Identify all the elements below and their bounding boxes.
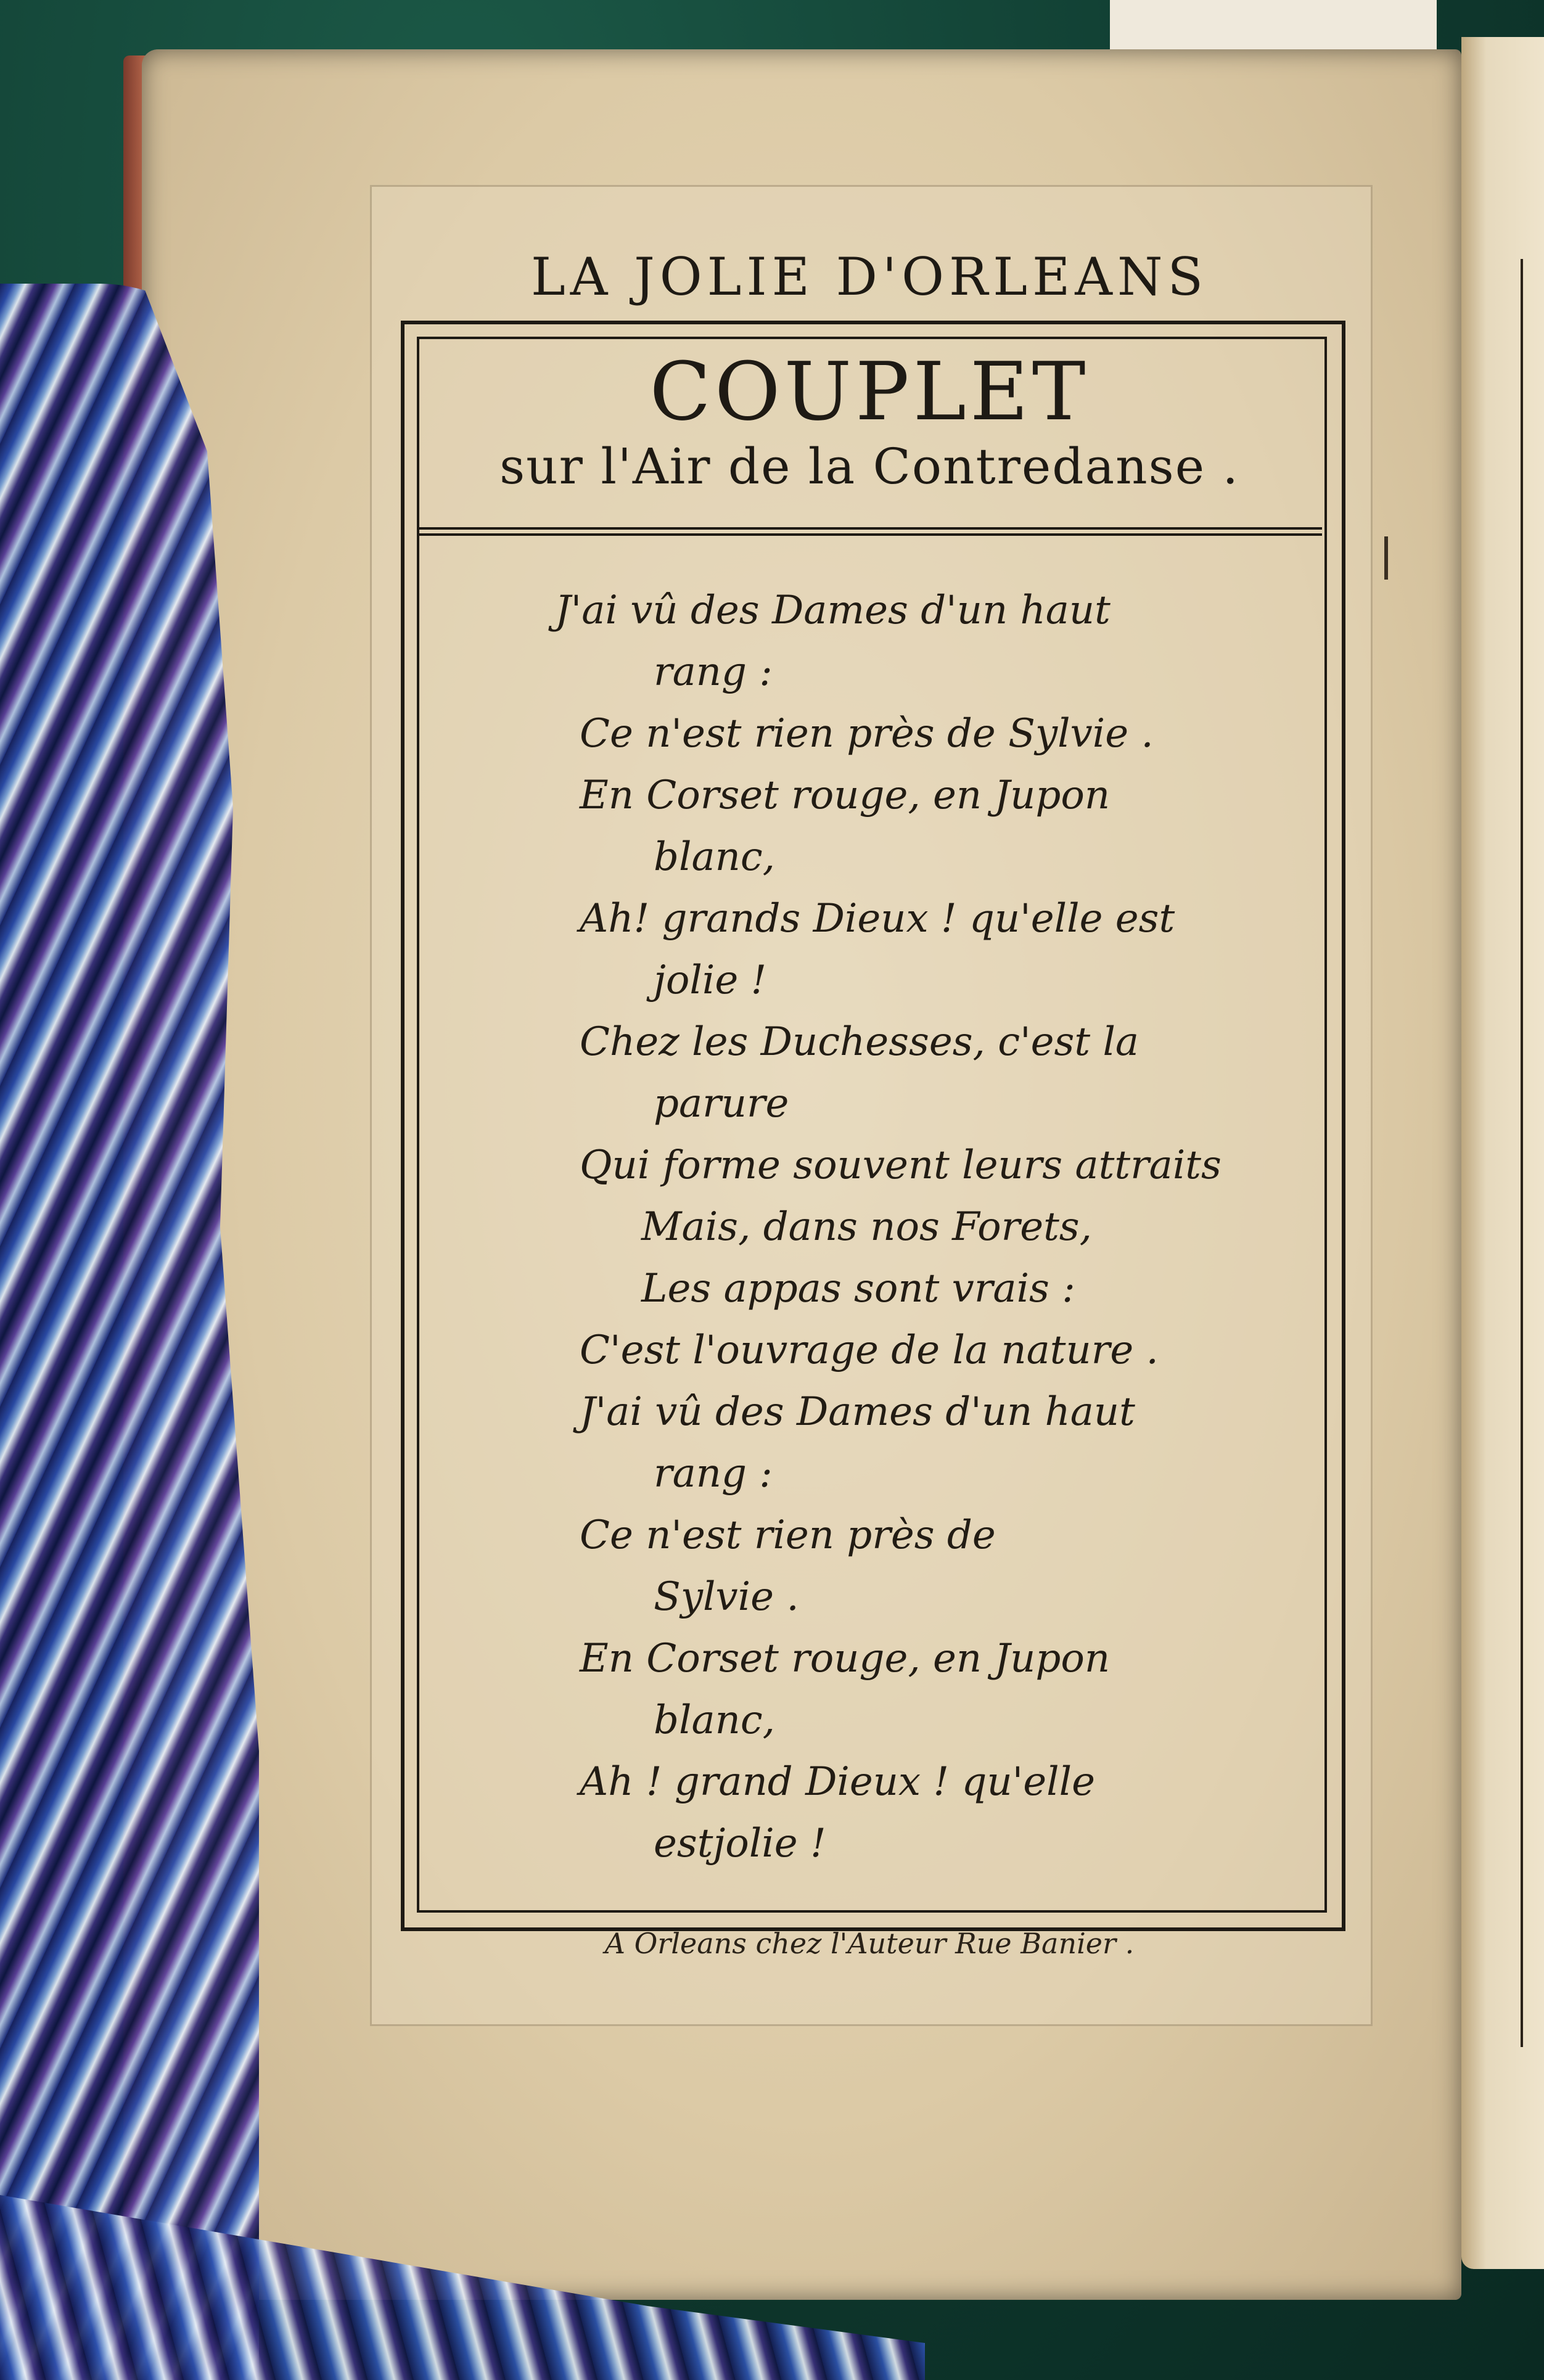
verse-line: blanc,	[654, 1697, 775, 1743]
verse-line: Ce n'est rien près de	[580, 1512, 996, 1558]
running-heading: LA JOLIE D'ORLEANS	[530, 247, 1209, 307]
verse-line: C'est l'ouvrage de la nature .	[580, 1327, 1159, 1373]
verse-line: Ah! grands Dieux ! qu'elle est	[580, 896, 1175, 942]
verse-line: Ah ! grand Dieux ! qu'elle	[580, 1759, 1095, 1805]
facing-page	[1461, 37, 1544, 2269]
verse-line: En Corset rouge, en Jupon	[580, 1636, 1111, 1681]
verse-line: parure	[654, 1081, 789, 1126]
margin-mark	[1384, 536, 1388, 580]
verse-line: Qui forme souvent leurs attraits	[580, 1143, 1222, 1188]
verse-line: blanc,	[654, 834, 775, 880]
page-subtitle: sur l'Air de la Contredanse .	[499, 438, 1239, 495]
verse-line: rang :	[654, 1451, 773, 1496]
verse-line: Mais, dans nos Forets,	[641, 1204, 1092, 1250]
verse-line: rang :	[654, 649, 773, 695]
verse-line: En Corset rouge, en Jupon	[580, 773, 1111, 818]
verse-line: Chez les Duchesses, c'est la	[580, 1019, 1140, 1065]
verse-line: J'ai vû des Dames d'un haut	[555, 588, 1111, 633]
verse-line: Les appas sont vrais :	[641, 1266, 1075, 1311]
verse-line: jolie !	[654, 958, 767, 1003]
verse	[555, 580, 1295, 1874]
imprint: A Orleans chez l'Auteur Rue Banier .	[604, 1927, 1135, 1960]
verse-line: Sylvie .	[654, 1574, 799, 1620]
verse-line: J'ai vû des Dames d'un haut	[580, 1389, 1135, 1435]
title-divider	[417, 527, 1322, 536]
verse-line: estjolie !	[654, 1821, 826, 1866]
verse-line: Ce n'est rien près de Sylvie .	[580, 711, 1154, 757]
facing-page-frame	[1521, 259, 1544, 2047]
page-title: COUPLET	[649, 345, 1090, 438]
